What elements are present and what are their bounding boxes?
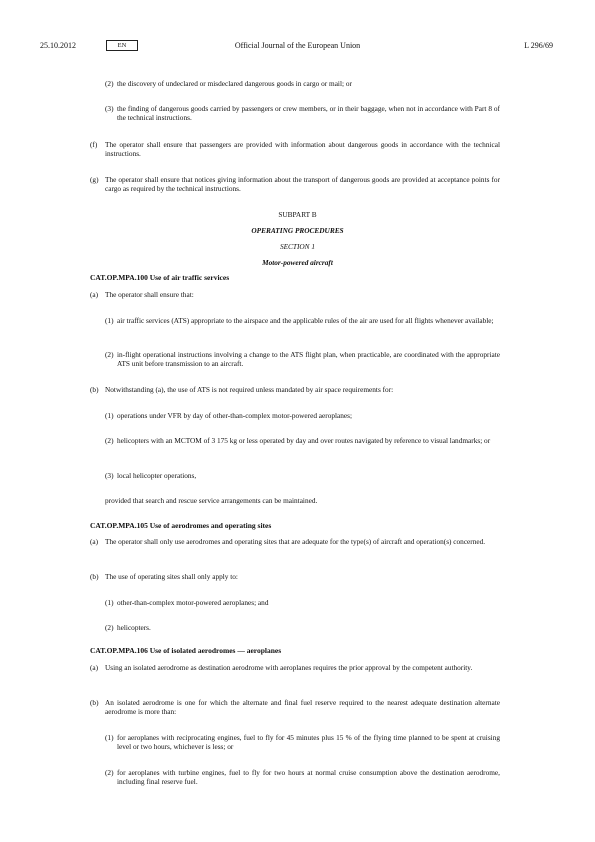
item-number: (b) [90, 385, 99, 394]
item-text: for aeroplanes with reciprocating engines, fuel to fly for 45 minutes plus 15 % of the flying time planned to be spent at cruising level or two hours, whichever is less; or [117, 733, 500, 752]
item-text: An isolated aerodrome is one for which the alternate and final fuel reserve required to the nearest adequate destination alternate aerodrome is more than: [105, 698, 500, 717]
item-number: (1) [105, 411, 114, 420]
item-text: other-than-complex motor-powered aeroplanes; and [117, 598, 269, 607]
item-text: the finding of dangerous goods carried by passengers or crew members, or in their baggage, when not in accordance with Part 8 of the technical instructions. [117, 104, 500, 123]
subpart-label: SUBPART B [278, 210, 317, 219]
item-text: the discovery of undeclared or misdeclared dangerous goods in cargo or mail; or [117, 79, 352, 88]
item-text: helicopters. [117, 623, 151, 632]
item-number: (1) [105, 598, 114, 607]
item-number: (2) [105, 350, 114, 359]
header-date: 25.10.2012 [40, 41, 76, 50]
item-number: (2) [105, 768, 114, 777]
item-text: in-flight operational instructions involving a change to the ATS flight plan, when practicable, are coordinated with the appropriate ATS unit before transmission to an aircraft. [117, 350, 500, 369]
item-text: for aeroplanes with turbine engines, fuel to fly for two hours at normal cruise consumption above the destination aerodrome, including final reserve fuel. [117, 768, 500, 787]
language-badge: EN [106, 40, 138, 51]
subpart-title: OPERATING PROCEDURES [251, 226, 344, 235]
item-number: (2) [105, 623, 114, 632]
page-reference: L 296/69 [524, 41, 553, 50]
item-number: (b) [90, 698, 99, 707]
item-text: local helicopter operations, [117, 471, 197, 480]
article-heading-mpa100: CAT.OP.MPA.100 Use of air traffic services [90, 273, 230, 282]
item-text: operations under VFR by day of other-than-complex motor-powered aeroplanes; [117, 411, 353, 420]
article-heading-mpa106: CAT.OP.MPA.106 Use of isolated aerodromes — aeroplanes [90, 646, 282, 655]
item-number: (2) [105, 436, 114, 445]
item-text: air traffic services (ATS) appropriate to the airspace and the applicable rules of the air are used for all flights whenever available; [117, 316, 494, 325]
item-text: The use of operating sites shall only apply to: [105, 572, 238, 581]
item-number: (a) [90, 290, 99, 299]
item-number: (f) [90, 140, 98, 149]
journal-title: Official Journal of the European Union [234, 41, 361, 50]
item-text: Notwithstanding (a), the use of ATS is not required unless mandated by air space requirements for: [105, 385, 394, 394]
item-number: (2) [105, 79, 114, 88]
item-number: (1) [105, 733, 114, 742]
item-text: helicopters with an MCTOM of 3 175 kg or less operated by day and over routes navigated by reference to visual landmarks; or [117, 436, 491, 445]
section-title: Motor-powered aircraft [262, 258, 333, 267]
section-label: SECTION 1 [279, 242, 316, 251]
item-number: (a) [90, 663, 99, 672]
item-number: (3) [105, 471, 114, 480]
item-text: The operator shall ensure that notices giving information about the transport of dangerous goods are provided at acceptance points for cargo as required by the technical instructions. [105, 175, 500, 194]
item-number: (a) [90, 537, 99, 546]
item-text: The operator shall ensure that: [105, 290, 194, 299]
item-number: (g) [90, 175, 99, 184]
item-number: (1) [105, 316, 114, 325]
proviso-text: provided that search and rescue service arrangements can be maintained. [105, 496, 318, 505]
item-number: (b) [90, 572, 99, 581]
item-number: (3) [105, 104, 114, 113]
item-text: The operator shall ensure that passengers are provided with information about dangerous goods in accordance with the technical instructions. [105, 140, 500, 159]
article-heading-mpa105: CAT.OP.MPA.105 Use of aerodromes and operating sites [90, 521, 272, 530]
item-text: The operator shall only use aerodromes and operating sites that are adequate for the type(s) of aircraft and operation(s) concerned. [105, 537, 486, 546]
item-text: Using an isolated aerodrome as destination aerodrome with aeroplanes requires the prior approval by the competent authority. [105, 663, 473, 672]
